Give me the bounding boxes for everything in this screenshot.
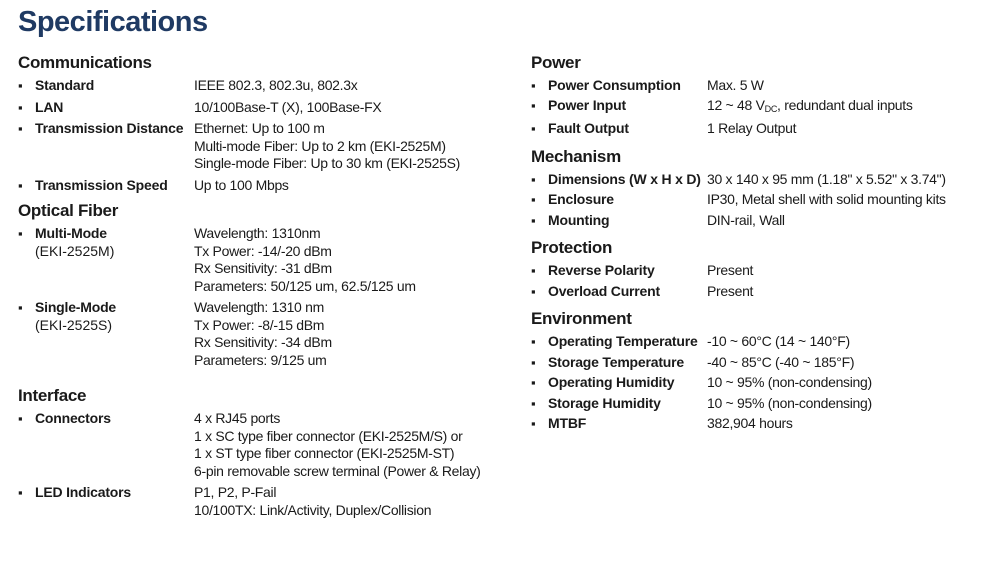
spec-value: Ethernet: Up to 100 m xyxy=(194,120,325,136)
spec-value: 382,904 hours xyxy=(707,415,793,431)
spec-sublabel: (EKI-2525S) xyxy=(35,316,113,333)
spec-row xyxy=(531,395,986,413)
spec-row xyxy=(531,283,986,301)
spec-value: Rx Sensitivity: -34 dBm xyxy=(194,334,332,350)
bullet-icon: ▪ xyxy=(531,354,536,370)
spec-row xyxy=(18,120,508,173)
bullet-icon: ▪ xyxy=(531,121,536,136)
section-heading: Environment xyxy=(531,309,632,328)
spec-value: Present xyxy=(707,282,754,299)
spec-value: 1 x ST type fiber connector (EKI-2525M-ST) xyxy=(194,445,455,461)
spec-label: LED Indicators xyxy=(35,484,131,500)
bullet-icon: ▪ xyxy=(18,485,23,500)
spec-row xyxy=(531,171,986,189)
bullet-icon: ▪ xyxy=(18,78,23,93)
spec-label: Enclosure xyxy=(548,191,614,207)
spec-row xyxy=(18,225,508,295)
spec-value: 30 x 140 x 95 mm (1.18" x 5.52" x 3.74") xyxy=(707,170,946,187)
spec-label: Dimensions (W x H x D) xyxy=(548,170,701,187)
bullet-icon: ▪ xyxy=(18,177,23,193)
spec-row xyxy=(18,484,508,519)
spec-label: Operating Temperature xyxy=(548,333,698,349)
spec-value: 4 x RJ45 ports xyxy=(194,410,281,426)
spec-value: 1 Relay Output xyxy=(707,120,797,136)
spec-value: Up to 100 Mbps xyxy=(194,176,289,193)
spec-row xyxy=(531,77,986,95)
bullet-icon: ▪ xyxy=(18,300,23,315)
left-column xyxy=(18,52,508,519)
spec-value: 10 ~ 95% (non-condensing) xyxy=(707,374,872,390)
bullet-icon: ▪ xyxy=(531,171,536,187)
bullet-icon: ▪ xyxy=(531,212,536,228)
spec-row xyxy=(531,415,986,433)
spec-label: Multi-Mode xyxy=(35,225,107,241)
right-column xyxy=(531,52,986,433)
section-heading: Protection xyxy=(531,238,613,257)
spec-value: Parameters: 9/125 um xyxy=(194,351,327,368)
spec-value: Parameters: 50/125 um, 62.5/125 um xyxy=(194,277,416,294)
bullet-icon: ▪ xyxy=(531,395,536,411)
spec-row xyxy=(18,77,508,95)
spec-row xyxy=(531,374,986,392)
spec-value: Rx Sensitivity: -31 dBm xyxy=(194,260,332,276)
section-interface xyxy=(18,385,508,519)
spec-label: Storage Temperature xyxy=(548,353,684,370)
spec-label: Reverse Polarity xyxy=(548,262,655,278)
section-communications xyxy=(18,52,508,194)
section-heading: Power xyxy=(531,53,581,72)
spec-value: IEEE 802.3, 802.3u, 802.3x xyxy=(194,77,358,93)
section-heading: Interface xyxy=(18,386,87,405)
spec-value: 6-pin removable screw terminal (Power & Relay) xyxy=(194,462,481,479)
spec-value: Max. 5 W xyxy=(707,77,764,93)
spec-row xyxy=(531,354,986,372)
spec-label: Single-Mode xyxy=(35,299,117,315)
spec-label: Fault Output xyxy=(548,120,629,136)
spec-label: Mounting xyxy=(548,211,610,228)
spec-value: P1, P2, P-Fail xyxy=(194,484,277,500)
spec-value: Tx Power: -8/-15 dBm xyxy=(194,316,325,333)
spec-label: Connectors xyxy=(35,410,111,426)
spec-label: LAN xyxy=(35,98,64,115)
section-optical-fiber xyxy=(18,200,508,369)
spec-row xyxy=(531,262,986,280)
bullet-icon: ▪ xyxy=(531,192,536,207)
spec-value: 1 x SC type fiber connector (EKI-2525M/S) or xyxy=(194,427,463,444)
spec-row xyxy=(18,299,508,369)
section-heading: Mechanism xyxy=(531,146,621,166)
bullet-icon: ▪ xyxy=(18,226,23,241)
spec-row xyxy=(531,120,986,138)
spec-label: Overload Current xyxy=(548,282,660,299)
spec-row xyxy=(18,99,508,117)
page-title: Specifications xyxy=(18,6,208,38)
section-mechanism xyxy=(531,146,986,230)
bullet-icon: ▪ xyxy=(18,99,23,115)
spec-row xyxy=(18,410,508,480)
spec-label: Transmission Distance xyxy=(35,120,184,136)
spec-row xyxy=(531,97,986,119)
bullet-icon: ▪ xyxy=(531,416,536,431)
spec-sublabel: (EKI-2525M) xyxy=(35,242,115,259)
section-environment xyxy=(531,308,986,433)
section-power xyxy=(531,52,986,138)
spec-label: Power Consumption xyxy=(548,77,681,93)
bullet-icon: ▪ xyxy=(531,263,536,278)
spec-value: Multi-mode Fiber: Up to 2 km (EKI-2525M) xyxy=(194,137,446,154)
spec-row xyxy=(531,333,986,351)
spec-value: 10/100TX: Link/Activity, Duplex/Collision xyxy=(194,501,432,518)
spec-value: Wavelength: 1310 nm xyxy=(194,299,324,315)
bullet-icon: ▪ xyxy=(18,121,23,136)
spec-value: 10/100Base-T (X), 100Base-FX xyxy=(194,98,382,115)
spec-row xyxy=(18,177,508,195)
spec-label: Transmission Speed xyxy=(35,176,168,193)
section-heading: Communications xyxy=(18,53,152,72)
spec-label: Power Input xyxy=(548,96,626,113)
bullet-icon: ▪ xyxy=(531,375,536,390)
bullet-icon: ▪ xyxy=(18,411,23,426)
section-heading: Optical Fiber xyxy=(18,201,119,220)
voltage-note: , redundant dual inputs xyxy=(777,96,913,113)
bullet-icon: ▪ xyxy=(531,334,536,349)
bullet-icon: ▪ xyxy=(531,97,536,113)
bullet-icon: ▪ xyxy=(531,283,536,299)
spec-value: IP30, Metal shell with solid mounting kits xyxy=(707,191,946,207)
spec-value: DIN-rail, Wall xyxy=(707,211,785,228)
spec-value: Single-mode Fiber: Up to 30 km (EKI-2525S) xyxy=(194,155,460,171)
voltage-range: 12 ~ 48 V xyxy=(707,96,765,113)
spec-value: -40 ~ 85°C (-40 ~ 185°F) xyxy=(707,353,855,370)
spec-label: MTBF xyxy=(548,415,587,431)
bullet-icon: ▪ xyxy=(531,78,536,93)
spec-label: Operating Humidity xyxy=(548,374,675,390)
spec-label: Standard xyxy=(35,77,95,93)
spec-value: Present xyxy=(707,262,754,278)
spec-label: Storage Humidity xyxy=(548,394,661,411)
spec-value: 10 ~ 95% (non-condensing) xyxy=(707,394,872,411)
section-protection xyxy=(531,237,986,300)
spec-value: Wavelength: 1310nm xyxy=(194,225,321,241)
dc-subscript: DC xyxy=(764,103,778,114)
spec-row xyxy=(531,212,986,230)
spec-value xyxy=(707,97,913,119)
spec-value: -10 ~ 60°C (14 ~ 140°F) xyxy=(707,333,850,349)
spec-value: Tx Power: -14/-20 dBm xyxy=(194,242,332,259)
spec-row xyxy=(531,191,986,209)
